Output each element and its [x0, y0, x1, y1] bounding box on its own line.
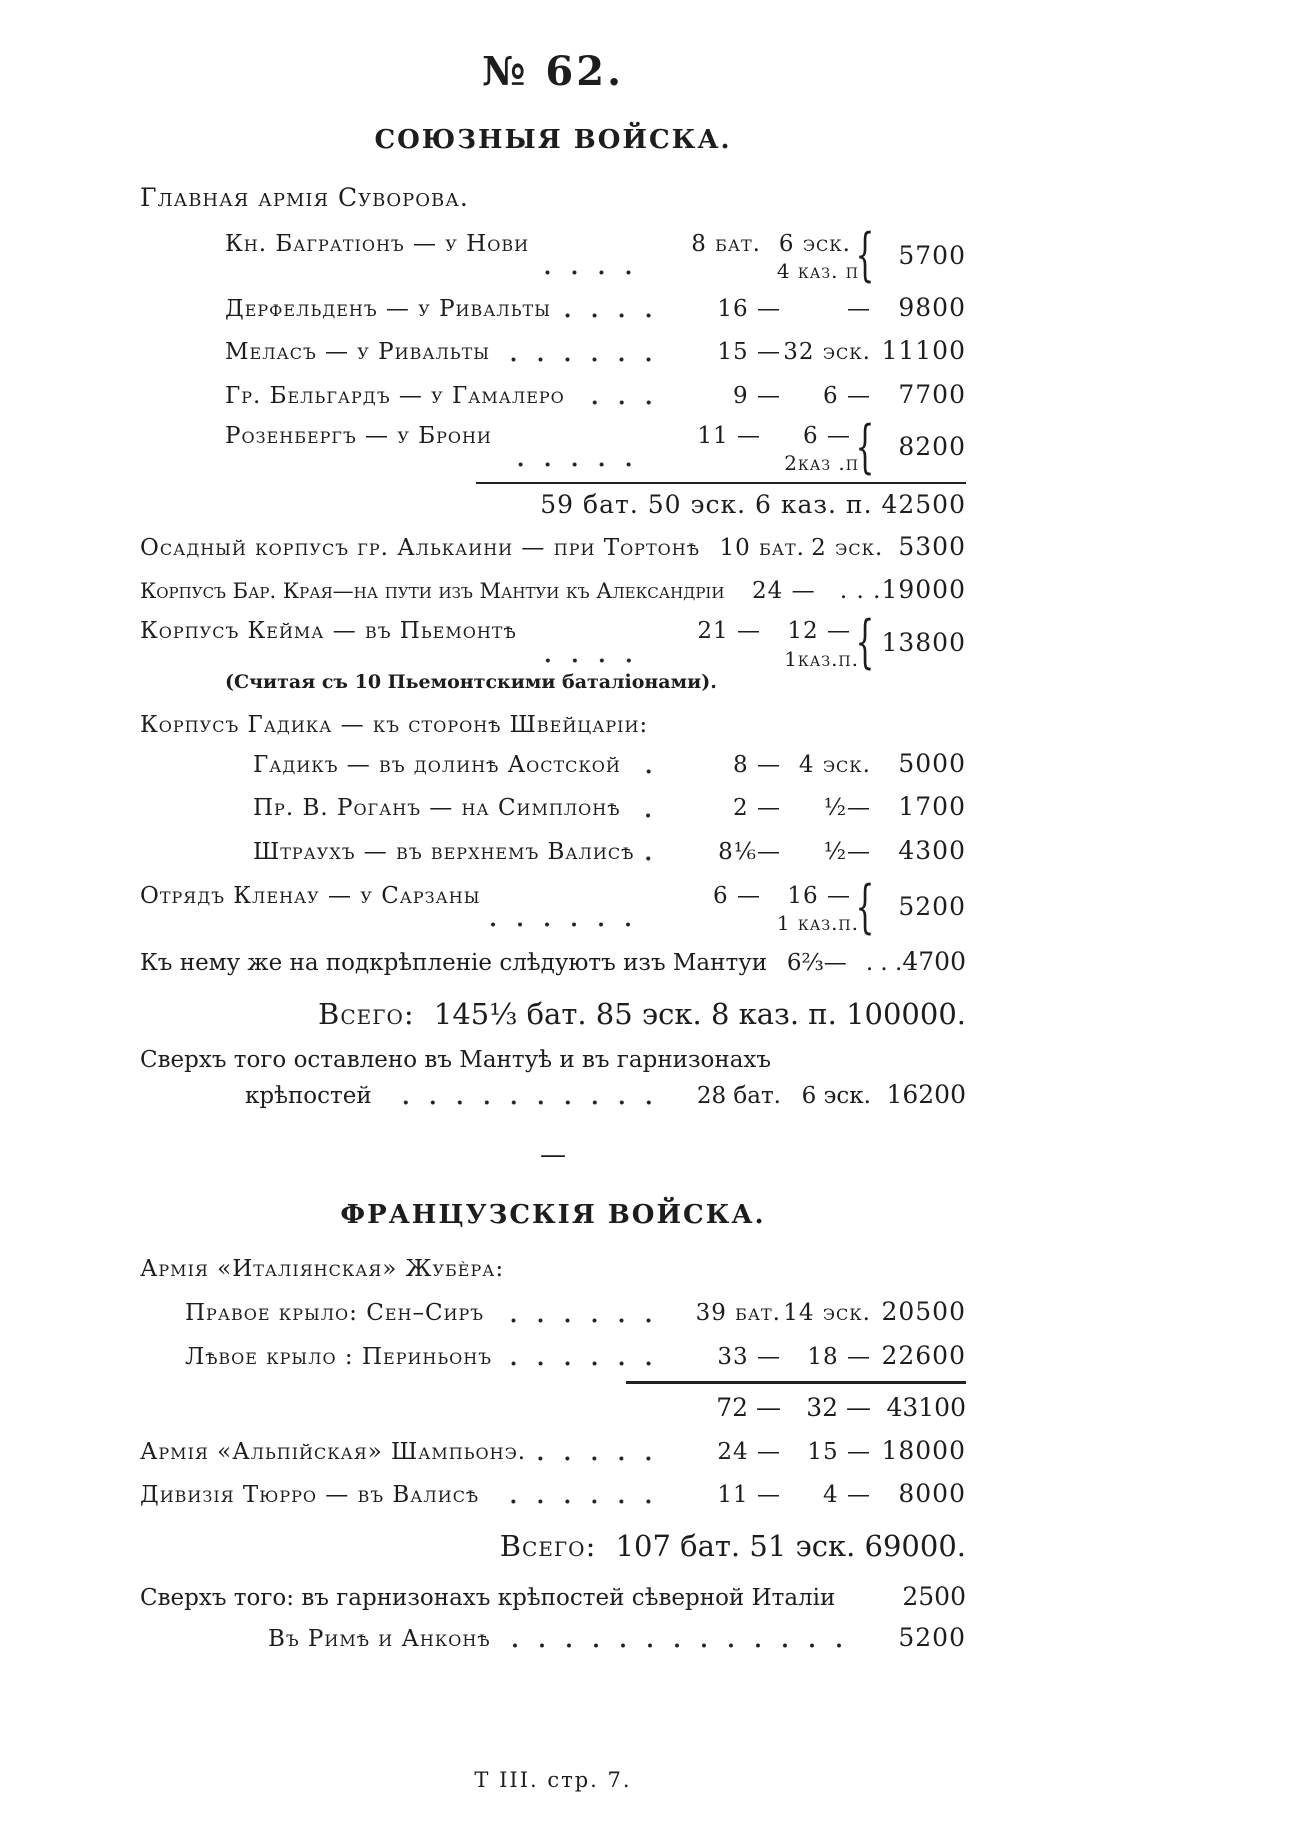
row-strength: 4300 — [898, 835, 966, 865]
row-strength: 16200 — [886, 1080, 966, 1110]
row-label: Дерфельденъ — у Ривальты — [225, 296, 551, 323]
table-row — [140, 529, 966, 564]
allied-grand-total — [140, 997, 966, 1031]
row-strength: 19000 — [881, 575, 966, 605]
row-battalions: 8⅙— — [718, 838, 781, 865]
row-squadrons: 2 эск. — [811, 534, 884, 561]
table-row — [140, 377, 966, 412]
subtotal-battalions: 72 — — [716, 1392, 781, 1422]
row-strength: 5700 — [898, 240, 966, 270]
gadik-corps-heading: Корпусъ Гадика — къ сторонѣ Швейцаріи: — [140, 712, 649, 739]
table-row — [140, 572, 966, 607]
row-strength: 13800 — [881, 627, 966, 657]
row-battalions: 2 — — [733, 795, 781, 822]
row-battalions: 39 бат. — [695, 1300, 781, 1327]
row-squadrons: 6 — — [823, 382, 871, 409]
table-row: Корпусъ Кейма — въ Пьемонтѣ 21 — 12 — 1каз.п. { 13800 — [140, 608, 966, 675]
dot-leader — [502, 462, 653, 467]
table-row — [140, 1294, 966, 1329]
row-label: Осадный корпусъ гр. Алькаини — при Тортонѣ — [140, 534, 700, 561]
dot-leader — [631, 769, 673, 774]
row-battalions: 6 — — [713, 882, 761, 909]
row-strength: 11100 — [881, 336, 966, 366]
dot-leader — [490, 922, 653, 927]
section-separator: — — [540, 1140, 566, 1171]
row-label: Сверхъ того: въ гарнизонахъ крѣпостей сѣверной Италіи — [140, 1585, 836, 1612]
row-battalions: 16 — — [717, 296, 781, 323]
row-squadrons: ½— — [823, 838, 871, 865]
dot-leader — [644, 856, 673, 861]
row-squadrons: . . . — [865, 949, 903, 976]
row-strength: 5300 — [898, 531, 966, 561]
dot-leader — [561, 313, 673, 318]
row-strength: 18000 — [881, 1435, 966, 1465]
row-footnote: (Считая съ 10 Пьемонтскими баталіонами). — [225, 670, 717, 693]
total-label: Всего: — [499, 1529, 597, 1564]
row-label: Пр. В. Роганъ — на Симплонѣ — [253, 795, 621, 822]
page-footer: Т III. стр. 7. — [474, 1768, 632, 1792]
dot-leader — [539, 270, 653, 275]
dot-leader — [630, 813, 673, 818]
row-label: Корпусъ Бар. Края—на пути изъ Мантуи къ Александріи — [140, 579, 725, 604]
row-squadrons: 15 — — [807, 1438, 871, 1465]
table-row — [140, 1077, 966, 1112]
row-battalions: 8 бат. — [691, 231, 761, 257]
dot-leader — [502, 1361, 673, 1366]
row-label: Дивизія Тюрро — въ Валисѣ — [140, 1481, 480, 1508]
row-label: Гр. Бельгардъ — у Гамалеро — [225, 382, 565, 409]
table-row — [140, 789, 966, 824]
row-squadrons: 12 — — [787, 618, 851, 645]
total-label: Всего: — [318, 997, 415, 1032]
row-strength: 9800 — [898, 293, 966, 323]
row-battalions: 24 — — [752, 578, 816, 605]
row-squadrons: 4 эск. — [798, 752, 871, 779]
row-squadrons: ½— — [823, 795, 871, 822]
row-battalions: 15 — — [717, 339, 781, 366]
row-label: Меласъ — у Ривальты — [225, 339, 490, 366]
row-cossacks: 2каз .п — [784, 450, 859, 475]
row-label: Армія «Альпійская» Шампьонэ. — [140, 1438, 527, 1465]
row-strength: 8200 — [898, 432, 966, 462]
row-squadrons: 4 — — [823, 1481, 871, 1508]
row-squadrons: 6 — — [803, 422, 851, 449]
row-battalions: 11 — — [697, 422, 761, 449]
row-squadrons-stack — [761, 228, 859, 284]
french-section-title: ФРАНЦУЗСКІЯ ВОЙСКА. — [340, 1200, 766, 1231]
row-label: Въ Римѣ и Анконѣ — [268, 1626, 491, 1653]
total-values: 145⅓ бат. 85 эск. 8 каз. п. 100000. — [433, 997, 966, 1032]
row-strength: 4700 — [902, 946, 966, 976]
row-label: Розенбергъ — у Брони — [225, 422, 492, 449]
row-strength: 7700 — [898, 379, 966, 409]
row-cossacks: 1каз.п. — [784, 646, 859, 671]
row-label: Лѣвое крыло : Периньонъ — [185, 1343, 492, 1370]
dot-leader — [575, 400, 673, 405]
row-strength: 8000 — [898, 1478, 966, 1508]
allied-reserve-line: Сверхъ того оставлено въ Мантуѣ и въ гарнизонахъ — [140, 1047, 772, 1074]
table-row — [140, 290, 966, 325]
row-battalions: 28 бат. — [696, 1083, 781, 1110]
row-strength: 2500 — [902, 1582, 966, 1612]
page-content — [140, 0, 966, 1655]
table-row — [140, 333, 966, 368]
table-row — [140, 944, 966, 979]
table-row — [140, 833, 966, 868]
row-squadrons-stack — [761, 615, 859, 671]
row-label: Къ нему же на подкрѣпленіе слѣдуютъ изъ Мантуи — [140, 949, 768, 976]
subtotal-rule — [626, 1381, 966, 1384]
row-squadrons: 14 эск. — [783, 1300, 871, 1327]
row-strength: 22600 — [881, 1340, 966, 1370]
french-subtotal-row — [140, 1390, 966, 1425]
row-battalions: 11 — — [717, 1481, 781, 1508]
row-squadrons: 32 эск. — [783, 339, 871, 366]
table-row: Розенбергъ — у Брони 11 — 6 — 2каз .п { 8200 — [225, 413, 966, 480]
row-squadrons: 18 — — [807, 1343, 871, 1370]
row-label: Кн. Багратіонъ — у Нови — [225, 231, 530, 257]
allied-section-title: СОЮЗНЫЯ ВОЙСКА. — [374, 125, 732, 155]
row-strength: 5000 — [898, 749, 966, 779]
dot-leader — [494, 1318, 673, 1323]
row-squadrons-stack — [761, 880, 859, 935]
table-row: Кн. Багратіонъ — у Нови 8 бат. 6 эск. 4 каз. п { 5700 — [225, 221, 966, 288]
table-row — [140, 1433, 966, 1468]
row-squadrons: 16 — — [787, 882, 851, 909]
row-squadrons: 6 эск. — [778, 231, 851, 257]
row-squadrons: — — [847, 296, 871, 323]
row-label: Штраухъ — въ верхнемъ Валисѣ — [253, 838, 635, 865]
row-strength: 1700 — [898, 792, 966, 822]
row-strength: 20500 — [881, 1297, 966, 1327]
dot-leader — [489, 1499, 673, 1504]
document-number: № 62. — [482, 48, 624, 95]
subtotal-strength: 43100 — [886, 1392, 966, 1422]
french-army-heading: Армія «Италіянская» Жубѐра: — [140, 1256, 505, 1283]
table-row — [140, 1579, 966, 1614]
row-strength: 5200 — [898, 892, 966, 922]
table-row — [140, 1476, 966, 1511]
row-cossacks: 4 каз. п — [776, 259, 859, 284]
dot-leader — [845, 1602, 863, 1607]
subtotal-squadrons: 32 — — [806, 1392, 871, 1422]
table-row: Отрядъ Кленау — у Сарзаны 6 — 16 — 1 каз.п. { 5200 — [140, 873, 966, 940]
table-row — [140, 746, 966, 781]
dot-leader — [527, 658, 653, 663]
row-squadrons-stack — [761, 420, 859, 475]
row-strength: 5200 — [898, 1623, 966, 1653]
dot-leader — [501, 1643, 863, 1648]
row-label: крѣпостей — [245, 1083, 372, 1110]
allied-subtotal: 59 бат. 50 эск. 6 каз. п. 42500 — [540, 489, 966, 519]
row-label: Корпусъ Кейма — въ Пьемонтѣ — [140, 618, 517, 645]
row-label: Отрядъ Кленау — у Сарзаны — [140, 882, 481, 909]
row-squadrons: 6 эск. — [801, 1083, 871, 1110]
row-battalions: 10 бат. — [719, 534, 805, 561]
dot-leader — [500, 357, 673, 362]
row-squadrons: . . . — [839, 578, 882, 605]
row-battalions: 24 — — [717, 1438, 781, 1465]
row-battalions: 33 — — [717, 1343, 781, 1370]
row-battalions: 8 — — [733, 752, 781, 779]
row-battalions: 21 — — [697, 618, 761, 645]
row-battalions: 9 — — [733, 382, 781, 409]
row-label: Правое крыло: Сен–Сиръ — [185, 1300, 484, 1327]
total-values: 107 бат. 51 эск. 69000. — [615, 1529, 966, 1564]
dot-leader — [382, 1100, 673, 1105]
table-row — [140, 1620, 966, 1655]
french-grand-total — [140, 1529, 966, 1563]
subtotal-rule — [476, 482, 966, 484]
row-battalions: 6⅔— — [786, 949, 847, 976]
table-row — [140, 1338, 966, 1373]
row-label: Гадикъ — въ долинѣ Аостской — [253, 752, 621, 779]
allied-army-heading: Главная армія Суворова. — [140, 183, 469, 212]
dot-leader — [536, 1456, 673, 1461]
row-cossacks: 1 каз.п. — [776, 910, 859, 935]
